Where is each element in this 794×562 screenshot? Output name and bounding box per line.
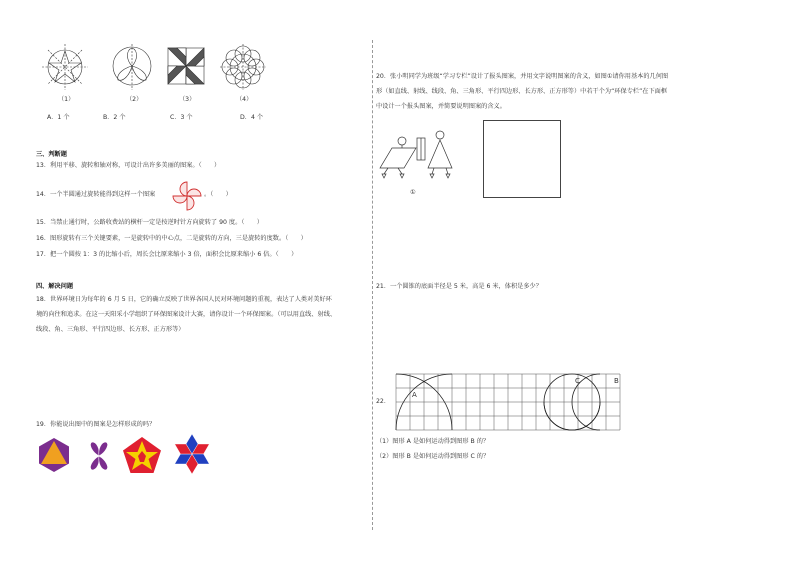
figure-banner-example [378, 128, 458, 186]
question-20-line2: 形（如直线、射线、线段、角、三角形、平行四边形、长方形、正方形等）中若干个为“环保专栏”在下面框 [376, 88, 668, 95]
question-22-sub1: （1）图形 A 是如何运动得到图形 B 的？ [376, 438, 490, 445]
question-16: 16．图形旋转有三个关键要素，一是旋转中的中心点，二是旋转的方向，三是旋转的度数。（ ） [36, 235, 307, 242]
figure-circle-flower [218, 42, 268, 92]
option-c: C．3 个 [170, 114, 193, 121]
question-18-line2: 境的向往和追求。在这一天阳采小学组织了环保图案设计大赛，请你设计一个环保图案。（可以用直线、射线、 [36, 311, 337, 318]
figure-1-label: ① [410, 189, 416, 196]
grid-label-c: C [575, 377, 580, 385]
section-title-judgement: 三、判断题 [36, 151, 67, 158]
fig-label-4: （4） [236, 96, 253, 103]
question-22-sub2: （2）图形 B 是如何运动得到图形 C 的？ [376, 453, 490, 460]
column-divider [372, 40, 373, 530]
question-19: 19．你能说出图中的图案是怎样形成的吗？ [36, 421, 156, 428]
fig-label-2: （2） [126, 96, 143, 103]
question-18-line3: 线段、角、三角形、平行四边形、长方形、正方形等） [36, 326, 185, 333]
fig-label-3: （3） [179, 96, 196, 103]
question-17: 17．把一个圆按 1：3 的比缩小后，周长会比原来缩小 3 倍，面积会比原来缩小 6 倍。（ ） [36, 251, 298, 258]
question-14-tail: 。（ ） [204, 191, 232, 198]
figure-star-of-diamonds [172, 434, 212, 474]
pinwheel-icon [170, 180, 204, 212]
grid-label-a: A [412, 391, 417, 399]
figure-pinwheel-square [166, 46, 206, 86]
answer-box[interactable] [483, 120, 561, 198]
grid-label-b: B [614, 377, 619, 385]
question-18-line1: 18．世界环境日为每年的 6 月 5 日，它的确立反映了世界各国人民对环境问题的重视，表达了人类对美好环 [36, 296, 332, 303]
question-21: 21．一个圆锥的底面半径是 5 米，高是 6 米，体积是多少？ [376, 283, 542, 290]
question-22-number: 22． [376, 398, 391, 405]
grid-figure [394, 372, 626, 430]
figure-three-petal [110, 44, 154, 90]
question-15: 15．当禁止通行时，公路收费站的横杆一定是按逆时针方向旋转了 90 度。（ ） [36, 219, 263, 226]
option-a: A．1 个 [47, 114, 70, 121]
question-20-line1: 20．张小明同学为班级“学习专栏”设计了报头图案，并用文字说明图案的含义，如图①请你用基本的几何图 [376, 73, 669, 80]
figure-star-circle [40, 42, 90, 92]
figure-purple-flower [84, 440, 114, 472]
question-14-text: 14．一个半圆通过旋转能得到这样一个图案 [36, 191, 156, 198]
figure-pentagon-star [122, 436, 162, 474]
option-b: B．2 个 [103, 114, 126, 121]
option-d: D．4 个 [240, 114, 264, 121]
question-20-line3: 中设计一个报头图案，并简要说明图案的含义。 [376, 103, 506, 110]
section-title-problems: 四、解决问题 [36, 283, 74, 290]
figure-hexagon-triangle [36, 437, 72, 473]
question-13: 13．利用平移、旋转和轴对称，可设计出许多美丽的图案。（ ） [36, 162, 221, 169]
fig-label-1: （1） [58, 96, 75, 103]
